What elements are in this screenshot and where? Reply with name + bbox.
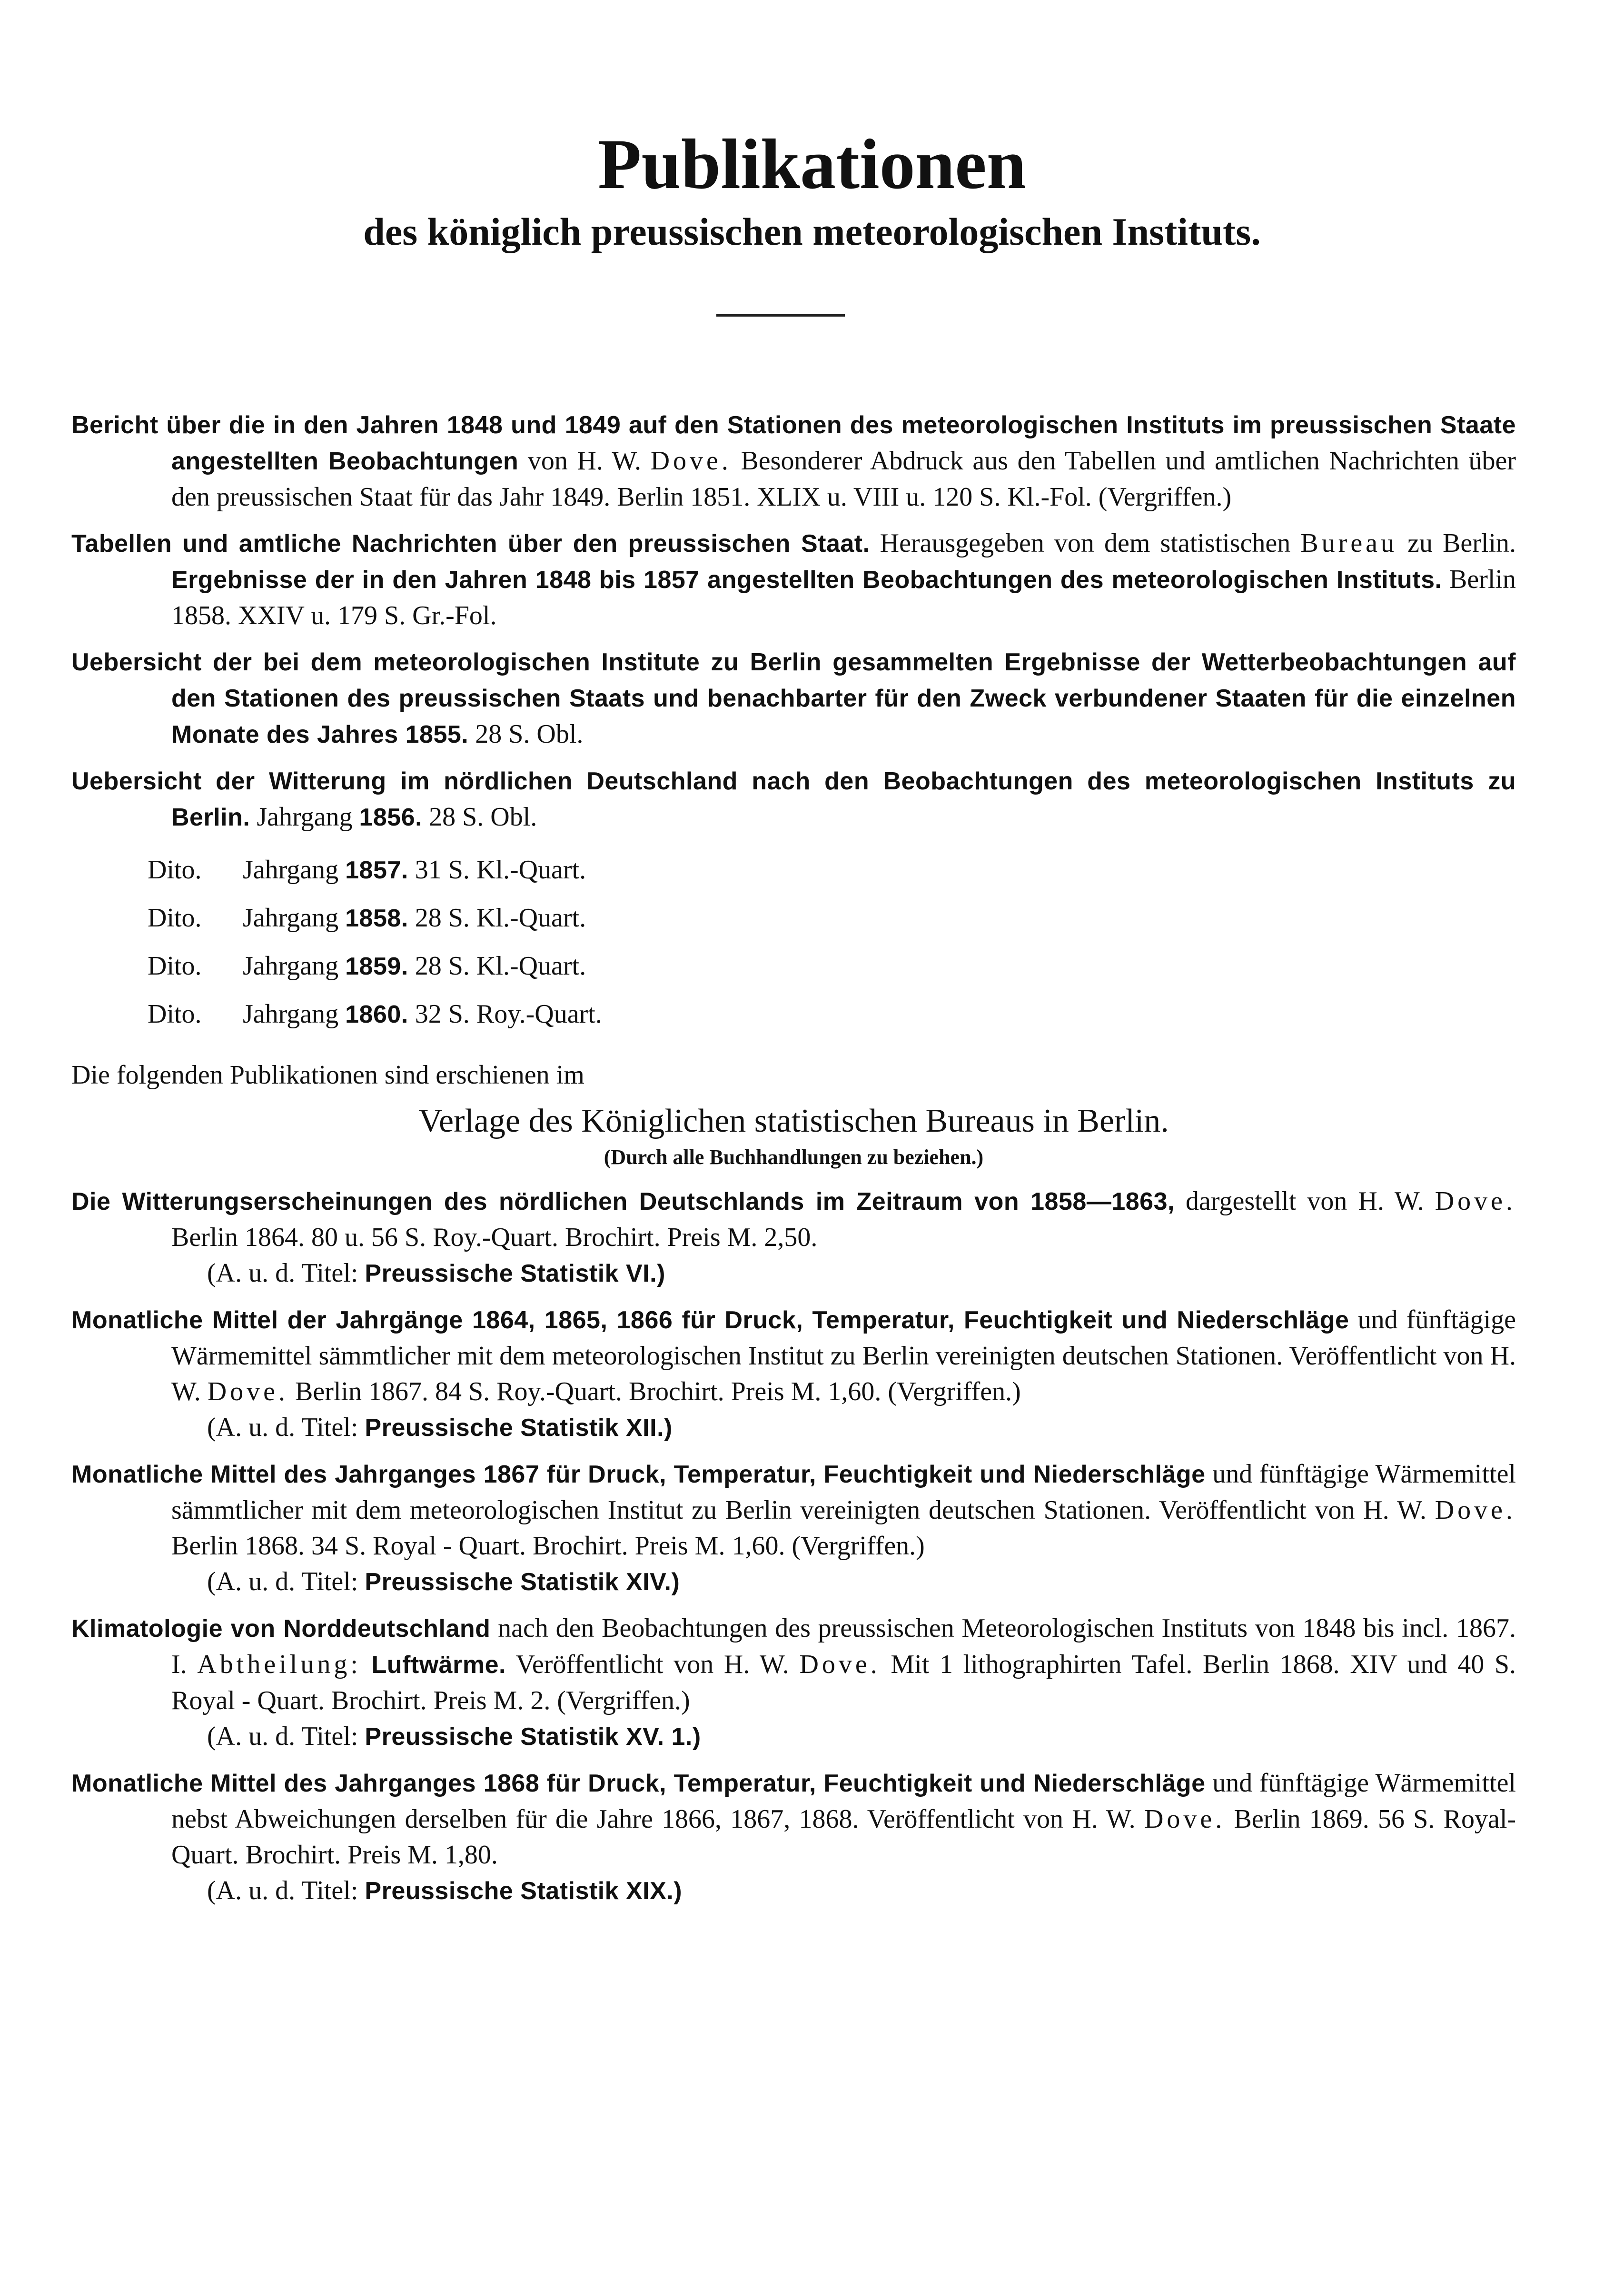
entry-heading: Die Witterungserscheinungen des nördlichen Deutschlands im Zeitraum von 1858—1863,: [71, 1188, 1175, 1215]
dito-jahrgang: Jahrgang: [243, 903, 339, 933]
entry-heading-secondary: Ergebnisse der in den Jahren 1848 bis 1857 angestellten Beobachtungen des meteorologischen Instituts.: [171, 566, 1442, 594]
series-title-prefix: (A. u. d. Titel:: [207, 1722, 358, 1751]
entry-heading: Klimatologie von Norddeutschland: [71, 1615, 491, 1643]
publisher-line: Verlage des Königlichen statistischen Bureaus in Berlin.: [418, 1103, 1169, 1139]
series-title-note: [207, 1873, 1516, 1909]
publication-entry: [71, 763, 1516, 836]
dito-label: Dito.: [148, 903, 202, 933]
publication-entry: [71, 1302, 1516, 1410]
series-title-note: [207, 1719, 1516, 1755]
entry-by: von H. W.: [527, 446, 642, 476]
dito-row: [148, 990, 1516, 1038]
entry-heading: Tabellen und amtliche Nachrichten über den preussischen Staat.: [71, 530, 870, 558]
series-title-prefix: (A. u. d. Titel:: [207, 1567, 358, 1596]
entry-heading: Monatliche Mittel des Jahrganges 1867 für Druck, Temperatur, Feuchtigkeit und Niederschläge: [71, 1461, 1206, 1488]
entry-heading: Uebersicht der bei dem meteorologischen Institute zu Berlin gesammelten Ergebnisse der Wetterbeobachtungen auf den Stationen des preussischen Staats und benachbarter für den Zweck verbundener Staaten für die einzelnen Monate des Jahres 1855.: [71, 648, 1516, 748]
dito-label: Dito.: [148, 999, 202, 1029]
entry-details: 28 S. Obl.: [475, 719, 584, 749]
entry-details: 28 S. Obl.: [429, 802, 537, 832]
dito-year: 1857.: [345, 856, 408, 884]
publication-entry: [71, 407, 1516, 515]
series-title-note: [207, 1410, 1516, 1446]
series-title: Preussische Statistik VI.): [365, 1260, 665, 1287]
publication-entry: [71, 644, 1516, 753]
series-title: Preussische Statistik XV. 1.): [365, 1723, 701, 1751]
dito-row: [148, 846, 1516, 894]
series-title: Preussische Statistik XIV.): [365, 1568, 680, 1596]
entry-pre: und fünftägige Wärmemittel sämmtlicher mit dem meteorologischen Institut zu Berlin vereinigten deutschen Stationen. Veröffentlicht von H. W.: [171, 1305, 1516, 1406]
dito-year: 1859.: [345, 953, 408, 980]
entry-author: Dove.: [1435, 1495, 1516, 1525]
series-title-note: [207, 1564, 1516, 1600]
entry-details: Berlin 1864. 80 u. 56 S. Roy.-Quart. Brochirt. Preis M. 2,50.: [171, 1223, 818, 1252]
publisher-note: (Durch alle Buchhandlungen zu beziehen.): [604, 1145, 984, 1169]
title-divider: [716, 314, 845, 317]
dito-pages: 28 S.: [415, 903, 470, 933]
dito-label: Dito.: [148, 855, 202, 885]
publication-entry: [71, 526, 1516, 634]
entry-details: Mit 1 lithographirten Tafel. Berlin 1868. XIV und 40 S. Royal - Quart. Brochirt. Preis M. 2. (Vergriffen.): [171, 1650, 1516, 1715]
entry-abtheilung: Abtheilung:: [197, 1650, 361, 1679]
dito-format: Kl.-Quart.: [476, 951, 586, 981]
entry-details: Berlin 1868. 34 S. Royal - Quart. Brochirt. Preis M. 1,60. (Vergriffen.): [171, 1531, 925, 1561]
entry-details: Berlin 1867. 84 S. Roy.-Quart. Brochirt. Preis M. 1,60. (Vergriffen.): [295, 1377, 1021, 1406]
entry-details: Berlin 1869. 56 S. Royal-Quart. Brochirt. Preis M. 1,80.: [171, 1804, 1516, 1870]
entry-heading-secondary: Luftwärme.: [371, 1651, 506, 1679]
publication-entry: [71, 1184, 1516, 1255]
entry-bureau: Bureau: [1300, 528, 1398, 558]
series-title-prefix: (A. u. d. Titel:: [207, 1258, 358, 1288]
dito-jahrgang: Jahrgang: [243, 999, 339, 1029]
entry-details: Besonderer Abdruck aus den Tabellen und amtlichen Nachrichten über den preussischen Staat für das Jahr 1849. Berlin 1851. XLIX u. VIII u. 120 S. Kl.-Fol. (Vergriffen.): [171, 446, 1516, 512]
dito-pages: 32 S.: [415, 999, 470, 1029]
series-title-note: [207, 1255, 1516, 1292]
entry-author: Dove.: [1144, 1804, 1226, 1834]
dito-pages: 28 S.: [415, 951, 470, 981]
entry-heading: Monatliche Mittel der Jahrgänge 1864, 1865, 1866 für Druck, Temperatur, Feuchtigkeit und Niederschläge: [71, 1306, 1349, 1334]
dito-format: Roy.-Quart.: [476, 999, 602, 1029]
series-title-prefix: (A. u. d. Titel:: [207, 1876, 358, 1905]
dito-year: 1858.: [345, 905, 408, 932]
entry-mid: zu Berlin.: [1407, 528, 1516, 558]
publication-entry: [71, 1456, 1516, 1564]
dito-jahrgang: Jahrgang: [243, 951, 339, 981]
entry-details: Berlin 1858. XXIV u. 179 S. Gr.-Fol.: [171, 565, 1516, 630]
series-title-prefix: (A. u. d. Titel:: [207, 1413, 358, 1442]
entry-author: Dove.: [799, 1650, 881, 1679]
page-title: Publikationen: [597, 125, 1027, 204]
series-title: Preussische Statistik XII.): [365, 1414, 673, 1442]
intro-text: Die folgenden Publikationen sind erschienen im: [71, 1060, 584, 1090]
entry-year: 1856.: [359, 804, 423, 831]
entry-heading: Uebersicht der Witterung im nördlichen Deutschland nach den Beobachtungen des meteorologischen Instituts zu Berlin.: [71, 767, 1516, 831]
dito-jahrgang: Jahrgang: [243, 855, 339, 885]
publication-list: [71, 407, 1516, 1920]
entry-pre: nach den Beobachtungen des preussischen Meteorologischen Instituts von 1848 bis incl. 1867. I.: [171, 1613, 1516, 1679]
entry-pre: und fünftägige Wärmemittel sämmtlicher mit dem meteorologischen Institut zu Berlin vereinigten deutschen Stationen. Veröffentlicht von H. W.: [171, 1459, 1516, 1525]
dito-list: [148, 846, 1516, 1038]
entry-author: Dove.: [207, 1377, 289, 1406]
entry-author: Dove.: [650, 446, 732, 476]
dito-format: Kl.-Quart.: [476, 855, 586, 885]
entry-pre: Herausgegeben von dem statistischen: [880, 528, 1291, 558]
entry-jahrgang: Jahrgang: [257, 802, 353, 832]
dito-format: Kl.-Quart.: [476, 903, 586, 933]
dito-row: [148, 894, 1516, 942]
dito-label: Dito.: [148, 951, 202, 981]
entry-pre: und fünftägige Wärmemittel nebst Abweichungen derselben für die Jahre 1866, 1867, 1868. Veröffentlicht von H. W.: [171, 1768, 1516, 1834]
dito-row: [148, 942, 1516, 990]
dito-year: 1860.: [345, 1001, 408, 1028]
dito-pages: 31 S.: [415, 855, 470, 885]
entry-heading: Bericht über die in den Jahren 1848 und 1849 auf den Stationen des meteorologischen Instituts im preussischen Staate angestellten Beobachtungen: [71, 411, 1516, 475]
publication-entry: [71, 1765, 1516, 1873]
page-subtitle: des königlich preussischen meteorologischen Instituts.: [363, 210, 1261, 253]
publication-entry: [71, 1611, 1516, 1719]
entry-heading: Monatliche Mittel des Jahrganges 1868 für Druck, Temperatur, Feuchtigkeit und Niederschläge: [71, 1770, 1206, 1797]
series-title: Preussische Statistik XIX.): [365, 1877, 683, 1905]
entry-author: Dove.: [1435, 1186, 1516, 1216]
entry-by: Veröffentlicht von H. W.: [515, 1650, 789, 1679]
entry-by: dargestellt von H. W.: [1186, 1186, 1424, 1216]
